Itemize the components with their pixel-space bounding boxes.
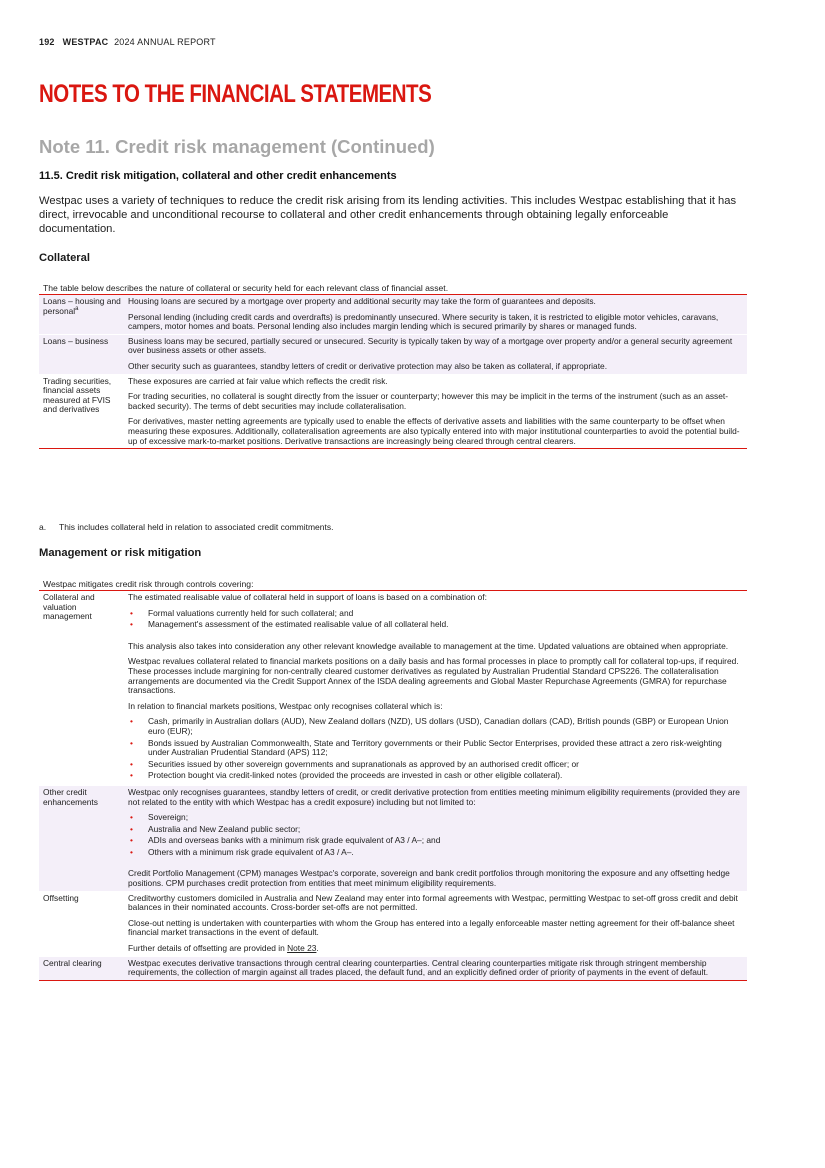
table-row xyxy=(39,785,747,891)
list-item: • Protection bought via credit-linked notes (provided the proceeds are invested in cash or other eligible collateral). xyxy=(128,771,743,781)
row-label: Collateral and valuation management xyxy=(43,592,95,622)
row-body xyxy=(128,295,747,334)
list-item: • Securities issued by other sovereign governments and supranationals as approved by an authorised credit officer; or xyxy=(128,760,743,770)
row-paragraph: Close-out netting is undertaken with counterparties with whom the Group has entered into a legally enforceable master netting agreement for their off-balance sheet financial market transactions in the event of default. xyxy=(128,917,735,938)
footnote-marker: a xyxy=(75,305,79,312)
bullet-list xyxy=(128,813,743,857)
row-paragraph: For derivatives, master netting agreements are typically used to enable the effects of derivative assets and liabilities with the same counterparty to be offset when measuring these exposures. Additionally, collateralisation agreements are also typically entered into with major institutional counterparties to avoid the potential build-up of excessive mark-to-market positions. Derivative transactions are increasingly being cleared through central clearers. xyxy=(128,416,740,446)
section-title: NOTES TO THE FINANCIAL STATEMENTS xyxy=(39,80,432,108)
list-item: • Sovereign; xyxy=(128,813,743,823)
collateral-caption: The table below describes the nature of collateral or security held for each relevant class of financial asset. xyxy=(43,283,449,293)
row-paragraph: Creditworthy customers domiciled in Australia and New Zealand may enter into formal agreements with Westpac, permitting Westpac to set-off gross credit and debit balances in their nominated accounts. Cross-border set-offs are not permitted. xyxy=(128,892,738,913)
row-body xyxy=(128,786,747,891)
list-item: • Others with a minimum risk grade equivalent of A3 / A–. xyxy=(128,848,743,858)
row-label: Offsetting xyxy=(43,892,79,903)
row-paragraph: These exposures are carried at fair value which reflects the credit risk. xyxy=(128,375,388,386)
management-table xyxy=(39,590,747,981)
subsection-title: 11.5. Credit risk mitigation, collateral and other credit enhancements xyxy=(39,170,397,182)
row-body xyxy=(128,335,747,374)
note-23-link[interactable]: Note 23 xyxy=(287,943,317,954)
running-header xyxy=(39,37,216,47)
list-item: • Cash, primarily in Australian dollars (AUD), New Zealand dollars (NZD), US dollars (USD), Canadian dollars (CAD), British pounds (GBP) or European Union euro (EUR); xyxy=(128,717,743,736)
list-item: • Management's assessment of the estimated realisable value of all collateral held. xyxy=(128,620,743,630)
intro-paragraph: Westpac uses a variety of techniques to reduce the credit risk arising from its lending activities. This includes Westpac establishing that it has direct, irrevocable and unconditional recourse to collateral and other credit enhancements through obtaining legally enforceable documentation. xyxy=(39,195,737,236)
table-row xyxy=(39,591,747,785)
collateral-table xyxy=(39,294,747,449)
collateral-section xyxy=(39,283,747,449)
row-body xyxy=(128,375,747,449)
row-paragraph: In relation to financial markets positions, Westpac only recognises collateral which is: xyxy=(128,700,443,711)
row-paragraph: Credit Portfolio Management (CPM) manages Westpac's corporate, sovereign and bank credit portfolios through monitoring the exposure and any offsetting hedge positions. CPM purchases credit protection from entities that meet minimum eligibility requirements. xyxy=(128,868,730,889)
table-row xyxy=(39,891,747,956)
row-label: Other credit enhancements xyxy=(43,786,98,807)
bullet-list xyxy=(128,717,743,781)
page-number: 192 xyxy=(39,37,55,47)
row-paragraph: This analysis also takes into consideration any other relevant knowledge available to management at the time. Updated valuations are obtained when appropriate. xyxy=(128,640,729,651)
row-paragraph: Westpac revalues collateral related to financial markets positions on a daily basis and has formal processes in place to promptly call for collateral top-ups, if required. These processes include margining for non-centrally cleared customer derivatives as regulated by Australian Prudential Standard CPS226. The collateralisation arrangements are documented via the Credit Support Annex of the ISDA dealing agreements and Global Master Repurchase Agreements (GMRA) for repurchase transactions. xyxy=(128,656,739,696)
row-label: Loans – business xyxy=(43,335,109,346)
table-row xyxy=(39,374,747,449)
list-item: • Formal valuations currently held for such collateral; and xyxy=(128,609,743,619)
note-title: Note 11. Credit risk management (Continued) xyxy=(39,136,435,157)
row-body xyxy=(128,591,747,785)
management-heading: Management or risk mitigation xyxy=(39,547,202,559)
management-caption: Westpac mitigates credit risk through controls covering: xyxy=(43,579,254,589)
list-item: • Australia and New Zealand public sector; xyxy=(128,825,743,835)
row-paragraph: Personal lending (including credit cards and overdrafts) is predominantly unsecured. Where security is taken, it is restricted to eligible motor vehicles, caravans, campers, motor homes and boats. Personal lending also includes margin lending which is secured primarily by shares or managed funds. xyxy=(128,311,719,332)
management-section xyxy=(39,579,747,981)
row-paragraph: Further details of offsetting are provided in Note 23. xyxy=(128,943,319,954)
list-item: • Bonds issued by Australian Commonwealth, State and Territory governments or their Public Sector Enterprises, provided these attract a zero risk-weighting under Australian Prudential Standard (APS) 112; xyxy=(128,739,743,758)
row-label: Central clearing xyxy=(43,957,102,968)
brand-name: WESTPAC xyxy=(62,37,109,47)
row-paragraph: Housing loans are secured by a mortgage over property and additional security may take the form of guarantees and deposits. xyxy=(128,296,596,306)
row-paragraph: Westpac executes derivative transactions through central clearing counterparties. Central clearing counterparties mitigate risk through stringent membership requirements, the collection of margin against all trades placed, the default fund, and an explicitly defined order of priority of payments in the event of default. xyxy=(128,957,709,978)
row-paragraph: Business loans may be secured, partially secured or unsecured. Security is typically taken by way of a mortgage over property and/or a general security agreement over business assets or other assets. xyxy=(128,335,733,356)
collateral-heading: Collateral xyxy=(39,252,90,264)
table-row xyxy=(39,295,747,334)
bullet-list xyxy=(128,609,743,630)
footnote-text: This includes collateral held in relation to associated credit commitments. xyxy=(59,522,334,532)
footnote xyxy=(39,522,334,532)
row-paragraph: The estimated realisable value of collateral held in support of loans is based on a combination of: xyxy=(128,592,487,602)
row-body xyxy=(128,957,747,980)
report-name: 2024 ANNUAL REPORT xyxy=(114,37,216,47)
row-paragraph: Westpac only recognises guarantees, standby letters of credit, or credit derivative protection from entities meeting minimum eligibility requirements (provided they are not related to the entity with which Westpac has a credit exposure) including but not limited to: xyxy=(128,786,740,807)
row-label: Loans – housing and personal$^a$ xyxy=(43,296,121,316)
footnote-mark: a. xyxy=(39,522,47,532)
row-label: Trading securities, financial assets measured at FVIS and derivatives xyxy=(43,375,112,415)
list-item: • ADIs and overseas banks with a minimum risk grade equivalent of A3 / A–; and xyxy=(128,836,743,846)
row-paragraph: Other security such as guarantees, standby letters of credit or derivative protection may also be taken as collateral, if appropriate. xyxy=(128,360,608,371)
table-row xyxy=(39,956,747,980)
row-body xyxy=(128,892,747,956)
table-row xyxy=(39,334,747,374)
row-paragraph: For trading securities, no collateral is sought directly from the issuer or counterparty; however this may be implicit in the terms of the instrument (such as an asset-backed security). The terms of debt securities may include collateralisation. xyxy=(128,391,728,411)
